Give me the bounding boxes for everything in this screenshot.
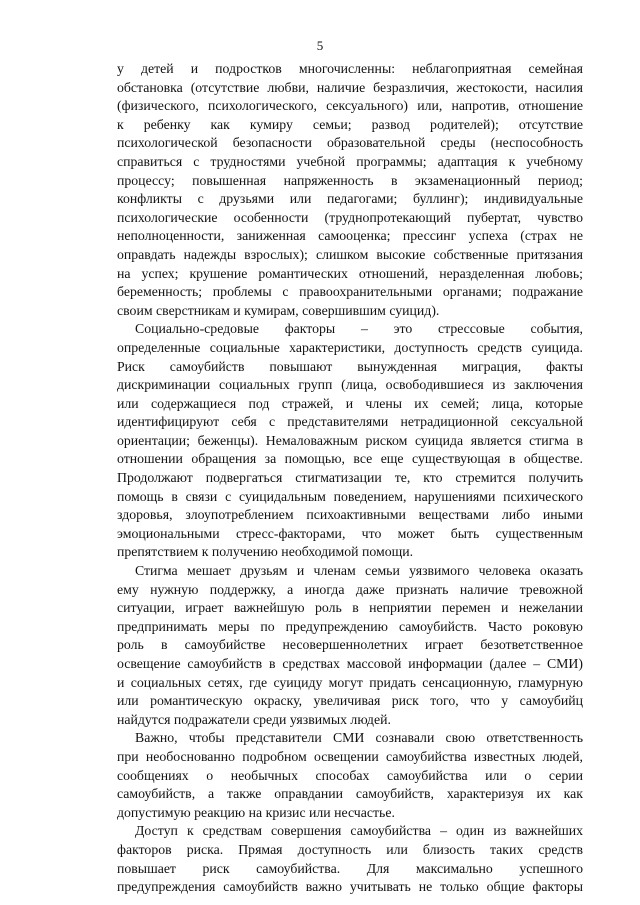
page-number: 5 — [316, 38, 324, 53]
text-line: ему нужную поддержку, а иногда даже признать наличие тревожной — [117, 581, 583, 597]
text-line: или романтическую окраску, увеличивая риск того, что у самоубийц — [117, 693, 583, 709]
text-line: Стигма мешает друзьям и членам семьи уязвимого человека оказать — [135, 563, 583, 579]
paragraph — [117, 562, 583, 729]
text-line: Важно, чтобы представители СМИ сознавали свою ответственность — [135, 730, 583, 746]
text-line: факторов риска. Прямая доступность или близость таких средств — [117, 841, 583, 857]
text-line: обстановка (отсутствие любви, наличие безразличия, жестокости, насилия — [117, 79, 583, 95]
text-line: ситуации, играет важнейшую роль в неприятии перемен и нежелании — [117, 600, 583, 616]
text-line: при необоснованно подробном освещении самоубийства известных людей, — [117, 748, 583, 764]
text-line: предупреждения самоубийств важно учитывать не только общие факторы — [117, 879, 583, 895]
text-line: дискриминации социальных групп (лица, освободившиеся из заключения — [117, 377, 583, 393]
text-line: процессу; повышенная напряженность в экзаменационный период; — [117, 172, 583, 188]
text-line: идентифицируют себя с представителями нетрадиционной сексуальной — [117, 414, 583, 430]
text-line: оправдать надежды взрослых); слишком высокие собственные притязания — [117, 246, 583, 262]
text-line: или содержащиеся под стражей, и члены их семей; лица, которые — [117, 395, 583, 411]
text-line: на успех; крушение романтических отношений, неразделенная любовь; — [117, 265, 583, 281]
text-line: у детей и подростков многочисленны: неблагоприятная семейная — [117, 61, 583, 76]
text-line: конфликты с друзьями или педагогами; буллинг); индивидуальные — [117, 191, 583, 207]
text-line: справиться с трудностями учебной программы; адаптация к учебному — [117, 153, 583, 169]
text-line: Доступ к средствам совершения самоубийства – один из важнейших — [135, 823, 583, 839]
text-line: сообщениях о необычных способах самоубийства или о серии — [117, 767, 583, 783]
text-line: отношении обращения за помощью, все еще существующая в обществе. — [117, 451, 583, 467]
text-line: найдутся подражатели среди уязвимых людей. — [117, 711, 391, 727]
text-line: (физического, психологического, сексуального) или, напротив, отношение — [117, 98, 583, 114]
text-line: эмоциональными стресс-факторами, что может быть существенным — [117, 525, 583, 541]
text-line: психологической безопасности образовательной среды (неспособность — [117, 135, 583, 151]
text-line: Продолжают подвергаться стигматизации те, кто стремится получить — [117, 470, 583, 486]
paragraph — [117, 729, 583, 822]
text-line: Социально-средовые факторы – это стрессовые события, — [135, 321, 583, 337]
text-line: самоубийств, а также оправдании самоубийств, характеризуя их как — [117, 786, 583, 802]
text-line: допустимую реакцию на кризис или несчастье. — [117, 804, 395, 820]
text-line: определенные социальные характеристики, доступность средств суицида. — [117, 339, 583, 355]
text-line: психологические особенности (труднопротекающий пубертат, чувство — [117, 209, 583, 225]
text-line: роль в самоубийстве несовершеннолетних играет безответственное — [117, 637, 583, 653]
text-line: неполноценности, заниженная самооценка; прессинг успеха (страх не — [117, 228, 583, 244]
text-line: своим сверстникам и кумирам, совершившим суицид). — [117, 302, 440, 318]
text-line: к ребенку как кумиру семьи; развод родителей); отсутствие — [117, 116, 583, 132]
paragraph — [117, 60, 583, 320]
document-body — [117, 60, 583, 897]
text-line: повышает риск самоубийства. Для максимально успешного — [117, 860, 583, 876]
text-line: освещение самоубийств в средствах массовой информации (далее – СМИ) — [117, 656, 583, 671]
paragraph — [117, 822, 583, 896]
text-line: помощь в связи с суицидальным поведением, нарушениями психического — [117, 488, 583, 504]
text-line: Риск самоубийств повышают вынужденная миграция, факты — [117, 358, 583, 374]
text-line: предпринимать меры по предупреждению самоубийств. Часто роковую — [117, 618, 583, 634]
text-line: ориентации; беженцы). Немаловажным риском суицида является стигма в — [117, 432, 583, 448]
paragraph — [117, 320, 583, 562]
text-line: препятствием к получению необходимой помощи. — [117, 544, 414, 560]
text-line: здоровья, злоупотреблением психоактивными веществами либо иными — [117, 507, 583, 523]
text-line: беременность; проблемы с правоохранительными органами; подражание — [117, 284, 583, 300]
text-line: и социальных сетях, где суициду могут придать сенсационную, гламурную — [117, 674, 583, 690]
